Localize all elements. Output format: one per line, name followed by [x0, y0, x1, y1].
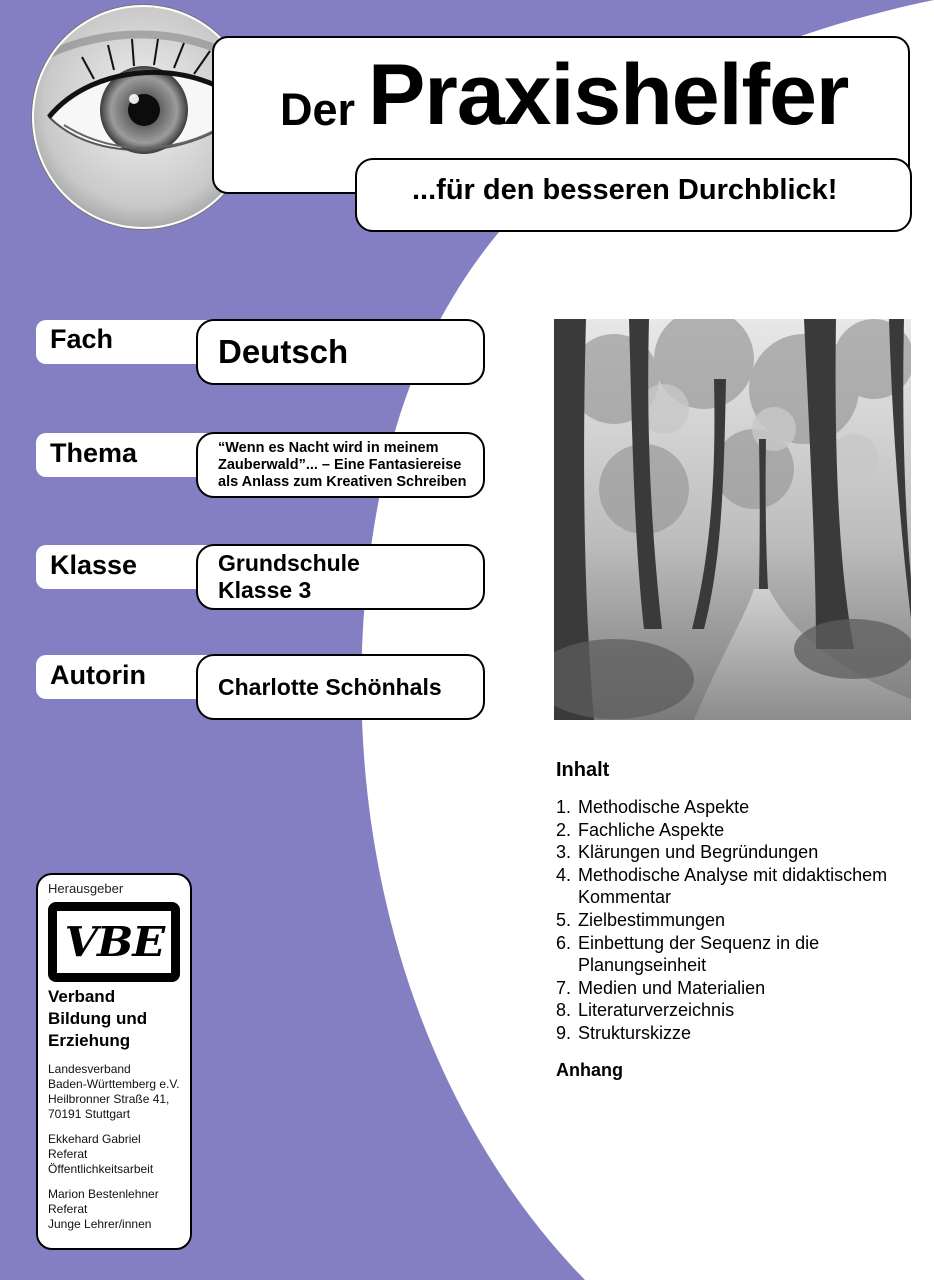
thema-value-box — [196, 432, 485, 498]
appendix-label: Anhang — [556, 1060, 623, 1080]
item-text: Methodische Analyse mit didaktischem — [578, 864, 888, 885]
vbe-logo — [48, 902, 180, 982]
item-text: Kommentar — [578, 887, 672, 908]
fach-value: Deutsch — [218, 333, 349, 370]
address-line: 70191 Stuttgart — [48, 1107, 131, 1121]
item-text: Literaturverzeichnis — [578, 1000, 735, 1021]
klasse-value-box — [196, 544, 485, 610]
item-text: Strukturskizze — [578, 1022, 692, 1043]
klasse-label: Klasse — [50, 550, 138, 580]
page-subtitle: ...für den besseren Durchblick! — [412, 174, 838, 206]
klasse-line: Klasse 3 — [218, 577, 312, 603]
publisher-address — [48, 1062, 186, 1122]
list-item — [556, 1022, 928, 1045]
title-prefix: Der — [280, 84, 356, 135]
contact-line: Referat — [48, 1147, 88, 1161]
item-number: 2. — [556, 819, 572, 840]
list-item — [556, 932, 928, 977]
item-number: 3. — [556, 842, 572, 863]
address-line: Landesverband — [48, 1062, 131, 1076]
forest-photo — [554, 319, 911, 720]
item-text: Medien und Materialien — [578, 977, 766, 998]
publisher-contact-2 — [48, 1187, 186, 1232]
list-item — [556, 841, 928, 864]
item-number: 8. — [556, 1000, 572, 1021]
item-text: Methodische Aspekte — [578, 797, 750, 817]
contact-line: Ekkehard Gabriel — [48, 1132, 141, 1146]
item-number: 4. — [556, 864, 572, 885]
fach-value-box — [196, 319, 485, 385]
thema-line: Zauberwald”... – Eine Fantasiereise — [218, 456, 462, 473]
list-item — [556, 819, 928, 842]
vbe-logo-text: VBE — [64, 918, 164, 966]
klasse-value — [218, 550, 360, 604]
address-line: Heilbronner Straße 41, — [48, 1092, 170, 1106]
thema-value — [218, 440, 466, 491]
item-number: 6. — [556, 932, 572, 953]
thema-label: Thema — [50, 438, 138, 468]
publisher-name — [48, 986, 186, 1052]
publisher-name-line: Bildung und — [48, 1009, 148, 1028]
item-text: Einbettung der Sequenz in die — [578, 932, 820, 953]
address-line: Baden-Württemberg e.V. — [48, 1077, 180, 1091]
page-title: Praxishelfer — [368, 47, 849, 143]
contents-list — [556, 796, 928, 1045]
publisher-name-line: Verband — [48, 987, 116, 1006]
klasse-line: Grundschule — [218, 550, 360, 576]
publisher-box — [36, 873, 192, 1250]
thema-line: als Anlass zum Kreativen Schreiben — [218, 473, 467, 490]
publisher-contact-1 — [48, 1132, 186, 1177]
item-text: Klärungen und Begründungen — [578, 842, 819, 863]
list-item — [556, 796, 928, 819]
item-text: Zielbestimmungen — [578, 909, 726, 930]
autorin-label: Autorin — [50, 660, 146, 690]
item-number: 5. — [556, 909, 572, 930]
contact-line: Junge Lehrer/innen — [48, 1217, 152, 1231]
list-item — [556, 999, 928, 1022]
item-number: 1. — [556, 797, 572, 817]
contents-title: Inhalt — [556, 759, 610, 781]
item-number: 7. — [556, 977, 572, 998]
list-item — [556, 977, 928, 1000]
list-item — [556, 864, 928, 909]
contact-line: Referat — [48, 1202, 88, 1216]
publisher-name-line: Erziehung — [48, 1031, 131, 1050]
contact-line: Öffentlichkeitsarbeit — [48, 1162, 154, 1176]
item-text: Fachliche Aspekte — [578, 819, 725, 840]
autorin-value-box — [196, 654, 485, 720]
contact-line: Marion Bestenlehner — [48, 1187, 159, 1201]
item-number: 9. — [556, 1022, 572, 1043]
fach-label: Fach — [50, 324, 114, 354]
item-text: Planungseinheit — [578, 955, 707, 976]
publisher-label: Herausgeber — [48, 881, 124, 896]
list-item — [556, 909, 928, 932]
thema-line: “Wenn es Nacht wird in meinem — [218, 439, 439, 456]
autorin-value: Charlotte Schönhals — [218, 673, 442, 700]
